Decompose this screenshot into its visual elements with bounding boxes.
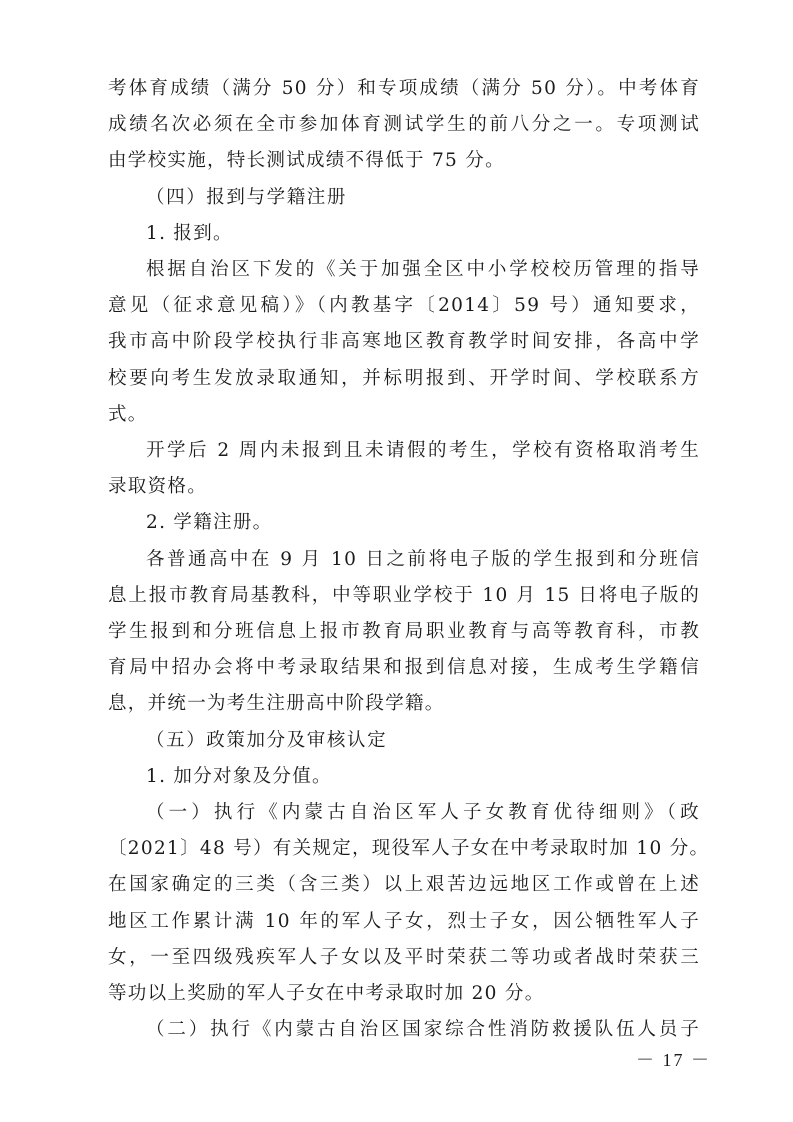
body-text-line: 等功以上奖励的军人子女在中考录取时加 20 分。 xyxy=(108,983,545,1004)
body-text-line: 根据自治区下发的《关于加强全区中小学校校历管理的指导 xyxy=(146,259,700,280)
page-number: － 17 － xyxy=(636,1050,711,1070)
body-text-line: 育局中招办会将中考录取结果和报到信息对接，生成考生学籍信 xyxy=(108,657,700,679)
body-text-line: 在国家确定的三类（含三类）以上艰苦边远地区工作或曾在上述 xyxy=(108,874,700,896)
subsection-heading: 1. 报到。 xyxy=(146,222,233,244)
body-text-line: 开学后 2 周内未报到且未请假的考生，学校有资格取消考生 xyxy=(146,440,700,461)
body-text-line: 地区工作累计满 10 年的军人子女，烈士子女，因公牺牲军人子 xyxy=(108,910,700,932)
body-text-line: 意见（征求意见稿）》（内教基字〔2014〕59 号）通知要求， xyxy=(108,295,700,317)
body-text-line: （一）执行《内蒙古自治区军人子女教育优待细则》（政 xyxy=(146,802,700,823)
body-text-line: 〔2021〕48 号）有关规定，现役军人子女在中考录取时加 10 分。 xyxy=(108,838,710,860)
section-heading: （四）报到与学籍注册 xyxy=(146,186,348,208)
body-text-line: 息，并统一为考生注册高中阶段学籍。 xyxy=(108,693,445,715)
body-text-line: （二）执行《内蒙古自治区国家综合性消防救援队伍人员子 xyxy=(146,1019,700,1041)
body-text-line: 息上报市教育局基教科，中等职业学校于 10 月 15 日将电子版的 xyxy=(108,584,700,606)
body-text-line: 由学校实施，特长测试成绩不得低于 75 分。 xyxy=(108,150,505,172)
body-text-line: 各普通高中在 9 月 10 日之前将电子版的学生报到和分班信 xyxy=(146,548,700,570)
body-text-line: 校要向考生发放录取通知，并标明报到、开学时间、学校联系方 xyxy=(108,367,700,389)
body-text-line: 女，一至四级残疾军人子女以及平时荣获二等功或者战时荣获三 xyxy=(108,946,700,968)
subsection-heading: 1. 加分对象及分值。 xyxy=(146,765,332,787)
body-text-line: 录取资格。 xyxy=(108,476,208,498)
subsection-heading: 2. 学籍注册。 xyxy=(146,512,273,534)
body-text-line: 考体育成绩（满分 50 分）和专项成绩（满分 50 分）。中考体育 xyxy=(108,78,700,99)
body-text-line: 式。 xyxy=(108,403,148,425)
section-heading: （五）政策加分及审核认定 xyxy=(146,729,388,751)
body-text-line: 成绩名次必须在全市参加体育测试学生的前八分之一。专项测试 xyxy=(108,114,700,136)
body-text-line: 学生报到和分班信息上报市教育局职业教育与高等教育科，市教 xyxy=(108,621,700,642)
body-text-line: 我市高中阶段学校执行非高寒地区教育教学时间安排，各高中学 xyxy=(108,331,700,353)
